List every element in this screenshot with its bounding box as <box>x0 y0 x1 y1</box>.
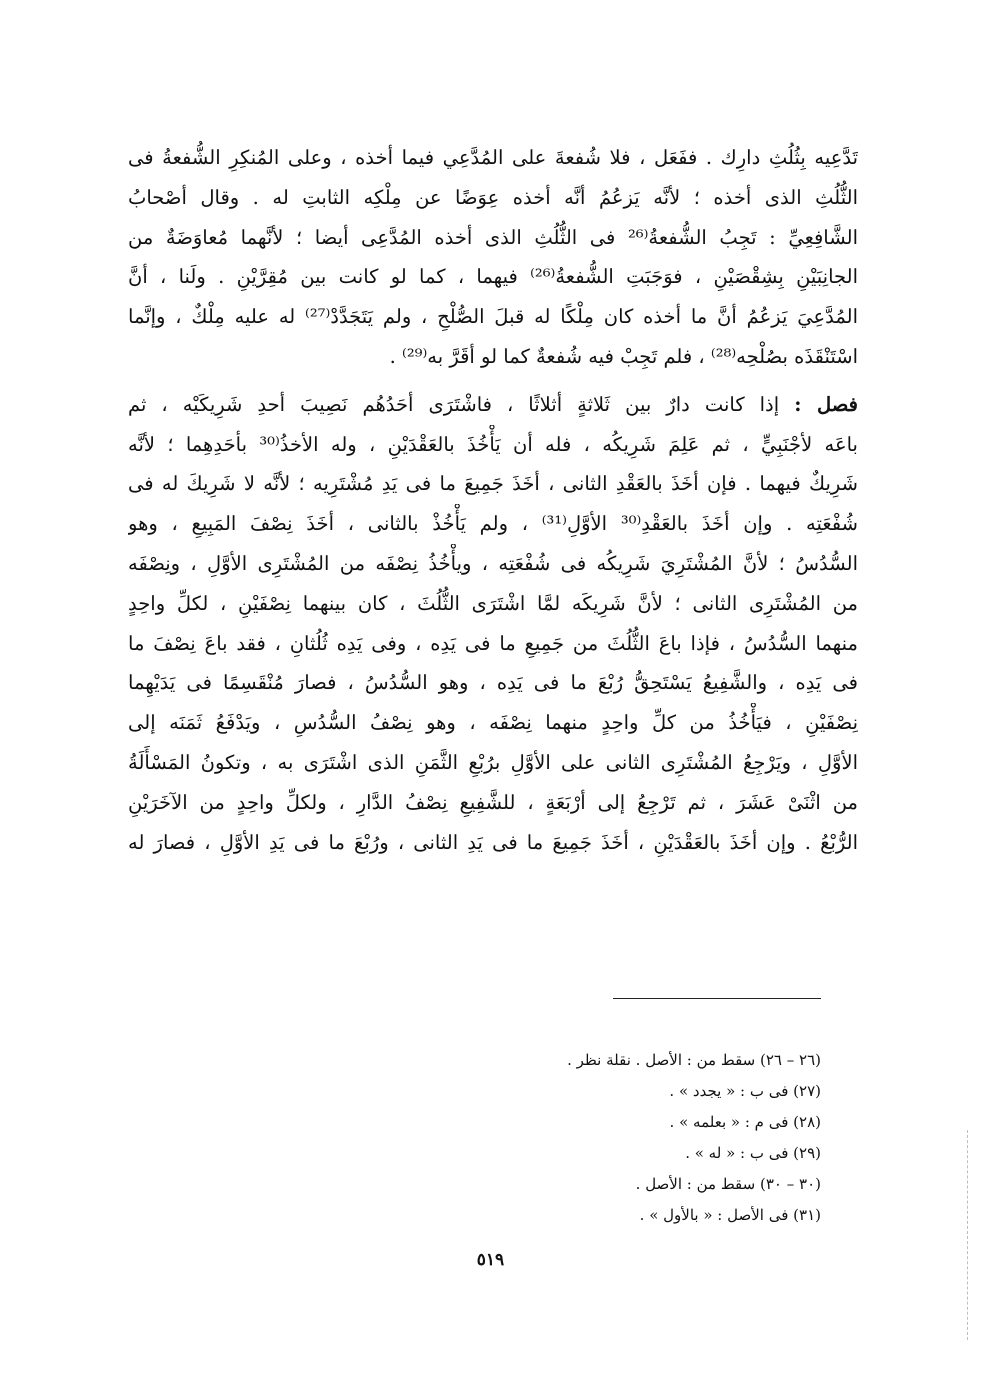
text-line: السُّدُسُ ؛ لأنَّ المُشْتَرِيَ شَرِيكُه فى شُفْعَتِه ، ويأْخُذُ نِصْفَه من المُشْتَرِى الأوَّلِ ، ونِصْفَه <box>128 551 858 575</box>
footnote: (٢٩) فى ب : « له » . <box>685 1144 821 1162</box>
text-line-rest: إذا كانت دارٌ بين ثَلاثةٍ أثلاثًا ، فاشْتَرَى أحَدُهُم نَصِيبَ أحدِ شَرِيكَيْه ، ثم <box>128 392 795 416</box>
text-line: الأوَّلِ ، ويَرْجِعُ المُشْتَرِى الثانى على الأوَّلِ برُبْعِ الثَّمَنِ الذى اشْتَرَى به ، وتكونُ المَسْأَلَةُ <box>128 750 858 774</box>
text-line-with-heading <box>128 385 858 425</box>
footnote: (٢٦ – ٢٦) سقط من : الأصل . نقلة نظر . <box>567 1051 821 1069</box>
footnote: (٢٨) فى م : « بعلمه » . <box>669 1113 821 1131</box>
section-heading-fasl: فصل : <box>794 392 858 416</box>
paragraph-2 <box>128 385 858 863</box>
text-line: اسْتَنْقَذَه بصُلْحِه⁽²⁸⁾ ، فلم تَجِبْ فيه شُفعةٌ كما لو أقَرَّ به⁽²⁹⁾ . <box>389 344 858 368</box>
main-text-block <box>128 138 858 862</box>
text-line: نِصْفَيْنِ ، فيَأْخُذُ من كلِّ واحِدٍ منهما نِصْفَه ، وهو نِصْفُ السُّدُسِ ، ويَدْفَعُ ثَمَنَه إلى <box>128 711 858 735</box>
text-line: الثُّلُثِ الذى أخذه ؛ لأنَّه يَزعُمُ أنَّه أخذه عِوَضًا عن مِلْكِه الثابتِ له . وقال أصْحابُ <box>128 185 858 209</box>
text-line: شَرِيكٌ فيهما . فإن أخَذَ بالعَقْدِ الثانى ، أخَذَ جَمِيعَ ما فى يَدِ مُشْتَرِيه ؛ لأنَّه لا شَرِيكَ له فى <box>128 472 858 496</box>
text-line: تَدَّعِيه بِثُلُثِ دارِك . ففَعَل ، فلا شُفعةَ على المُدَّعِي فيما أخذه ، وعلى المُنكِرِ الشُّفعةُ فى <box>128 146 858 169</box>
scan-edge-mark <box>967 1130 968 1340</box>
text-line: باعَه لأجْنَبِيٍّ ، ثم عَلِمَ شَرِيكُه ، فله أن يَأْخُذَ بالعَقْدَيْنِ ، وله الأخذُ⁽³⁰ بأحَدِهِما ؛ لأنَّه <box>128 432 858 456</box>
text-line: شُفْعَتِه . وإن أخَذَ بالعَقْدِ⁽³⁰ الأوَّلِ⁽³¹⁾ ، ولم يَأْخُذْ بالثانى ، أخَذَ نِصْفَ المَبِيعِ ، وهو <box>128 512 858 536</box>
text-line: المُدَّعِيَ يَزعُمُ أنَّ ما أخذه كان مِلْكًا له قبلَ الصُّلْحِ ، ولم يَتَجَدَّدْ⁽²⁷⁾ له عليه مِلْكٌ ، وإنَّما <box>128 305 858 329</box>
footnotes <box>401 1045 821 1231</box>
paragraph-1 <box>128 138 858 377</box>
text-line: الرُّبْعُ . وإن أخَذَ بالعَقْدَيْنِ ، أخَذَ جَمِيعَ ما فى يَدِ الثانى ، ورُبْعَ ما فى يَدِ الأوَّلِ ، فصارَ له <box>128 830 858 854</box>
text-line: الشَّافِعِيِّ : تَجِبُ الشُّفعةُ⁽²⁶ فى الثُّلُثِ الذى أخذه المُدَّعِى أيضا ؛ لأنَّهما مُعاوَضَةٌ من <box>128 225 858 249</box>
page-number: ٥١٩ <box>476 1250 505 1270</box>
text-line: فى يَدِه ، والشَّفِيعُ يَسْتَحِقُّ رُبْعَ ما فى يَدِه ، وهو السُّدُسُ ، فصارَ مُنْقَسِمًا فى يَدَيْهِما <box>128 671 858 695</box>
text-line: الجانِبَيْنِ بِشِقْصَيْنِ ، فوَجَبَتِ الشُّفعةُ⁽²⁶⁾ فيهما ، كما لو كانت بين مُقِرَّيْنِ . ولَنا ، أنَّ <box>128 265 858 289</box>
footnote-divider <box>613 998 821 999</box>
text-line: من المُشْتَرِى الثانى ؛ لأنَّ شَرِيكَه لمَّا اشْتَرَى الثُّلُثَ ، كان بينهما نِصْفَيْنِ ، لكلِّ واحِدٍ <box>128 591 858 615</box>
footnote: (٣٠ – ٣٠) سقط من : الأصل . <box>635 1175 821 1193</box>
footnote: (٣١) فى الأصل : « بالأول » . <box>639 1206 821 1224</box>
footnote: (٢٧) فى ب : « يجدد » . <box>669 1082 821 1100</box>
text-line: من اثْنَىْ عَشَرَ ، ثم تَرْجِعُ إلى أرْبَعَةٍ ، للشَّفِيعِ نِصْفُ الدَّارِ ، ولكلِّ واحِدٍ من الآخَرَيْنِ <box>128 790 858 814</box>
text-line: منهما السُّدُسُ ، فإذا باعَ الثُّلُثَ من جَمِيعِ ما فى يَدِه ، وفى يَدِه ثُلُثانِ ، فقد باعَ نِصْفَ ما <box>128 631 858 655</box>
